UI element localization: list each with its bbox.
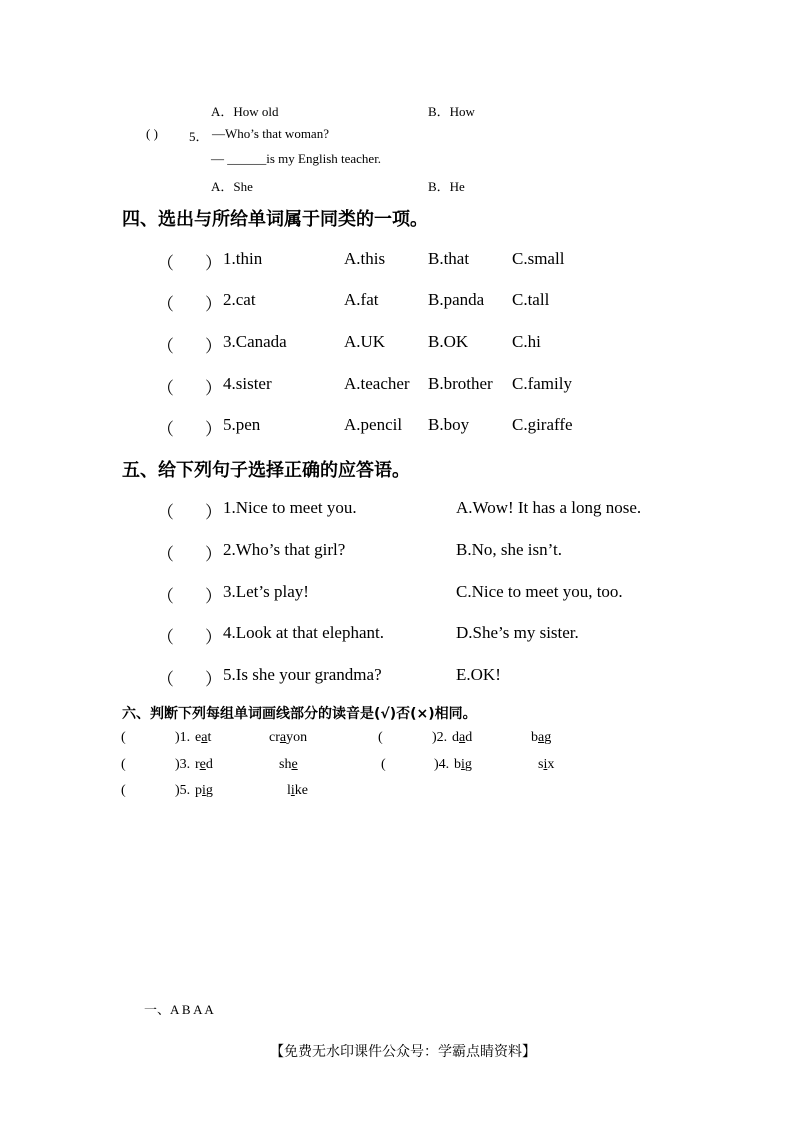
item-number: )5. (175, 783, 191, 798)
given-word: 3.Canada (223, 332, 287, 351)
given-word: 2.cat (223, 290, 256, 309)
section5-heading: 五、给下列句子选择正确的应答语。 (122, 460, 410, 481)
close-paren: ） (205, 379, 222, 398)
given-word: 4.sister (223, 374, 272, 393)
close-paren: ） (205, 254, 222, 273)
close-paren: ） (205, 545, 222, 564)
q5-option-b: B．He (428, 179, 465, 194)
q5-number: 5． (189, 129, 209, 144)
open-paren: （ (157, 670, 174, 689)
item-number: )3. (175, 757, 191, 772)
word-two: like (287, 783, 308, 798)
word-two: crayon (269, 730, 308, 745)
option-a: A.teacher (344, 374, 410, 393)
question-text: 5.Is she your grandma? (223, 665, 382, 684)
answer-key-line: 一、A B A A (144, 1002, 214, 1017)
q5-option-a: A．She (211, 179, 253, 194)
word-one: dad (452, 730, 473, 745)
q4-option-b: B．How (428, 104, 475, 119)
close-paren: ） (205, 628, 222, 647)
open-paren: ( (121, 783, 126, 798)
word-one: eat (195, 730, 212, 745)
word-two: she (279, 757, 298, 772)
option-b: B.brother (428, 374, 493, 393)
option-a: A.UK (344, 332, 386, 351)
question-text: 2.Who’s that girl? (223, 540, 346, 559)
option-c: C.hi (512, 332, 541, 351)
open-paren: （ (157, 420, 174, 439)
option-b: B.that (428, 249, 470, 268)
option-b: B.OK (428, 332, 469, 351)
word-one: red (195, 757, 213, 772)
option-c: C.small (512, 249, 565, 268)
open-paren: ( (378, 730, 383, 745)
word-one: pig (195, 783, 213, 798)
open-paren: （ (157, 295, 174, 314)
open-paren: ( (121, 730, 126, 745)
open-paren: （ (157, 379, 174, 398)
close-paren: ） (205, 420, 222, 439)
answer-option: E.OK! (456, 665, 501, 684)
option-b: B.boy (428, 415, 470, 434)
close-paren: ） (205, 295, 222, 314)
option-a: A.fat (344, 290, 379, 309)
section4-heading: 四、选出与所给单词属于同类的一项。 (122, 209, 428, 230)
question-text: 3.Let’s play! (223, 582, 309, 601)
footer-note: 【免费无水印课件公众号：学霸点睛资料】 (270, 1044, 536, 1060)
open-paren: （ (157, 545, 174, 564)
option-b: B.panda (428, 290, 485, 309)
option-c: C.family (512, 374, 572, 393)
item-number: )1. (175, 730, 191, 745)
open-paren: （ (157, 503, 174, 522)
open-paren: ( (121, 757, 126, 772)
answer-option: D.She’s my sister. (456, 623, 579, 642)
item-number: )4. (434, 757, 450, 772)
option-a: A.pencil (344, 415, 403, 434)
close-paren: ） (205, 670, 222, 689)
word-two: bag (531, 730, 552, 745)
answer-option: A.Wow! It has a long nose. (456, 498, 642, 517)
item-number: )2. (432, 730, 448, 745)
word-two: six (538, 757, 555, 772)
q5-answer-line: — ______is my English teacher. (211, 151, 382, 166)
option-c: C.giraffe (512, 415, 573, 434)
q5-question: —Who’s that woman? (212, 126, 329, 141)
section6-heading: 六、判断下列每组单词画线部分的读音是(√)否(×)相同。 (122, 706, 477, 722)
option-a: A.this (344, 249, 386, 268)
given-word: 1.thin (223, 249, 263, 268)
word-one: big (454, 757, 472, 772)
question-text: 1.Nice to meet you. (223, 498, 357, 517)
open-paren: （ (157, 628, 174, 647)
option-c: C.tall (512, 290, 550, 309)
open-paren: （ (157, 254, 174, 273)
close-paren: ） (205, 337, 222, 356)
close-paren: ） (205, 587, 222, 606)
q4-option-a: A．How old (211, 104, 279, 119)
question-text: 4.Look at that elephant. (223, 623, 384, 642)
given-word: 5.pen (223, 415, 261, 434)
q5-answer-paren: ( ) (146, 126, 158, 141)
close-paren: ） (205, 503, 222, 522)
answer-option: C.Nice to meet you, too. (456, 582, 623, 601)
open-paren: （ (157, 337, 174, 356)
open-paren: ( (381, 757, 386, 772)
answer-option: B.No, she isn’t. (456, 540, 562, 559)
open-paren: （ (157, 587, 174, 606)
